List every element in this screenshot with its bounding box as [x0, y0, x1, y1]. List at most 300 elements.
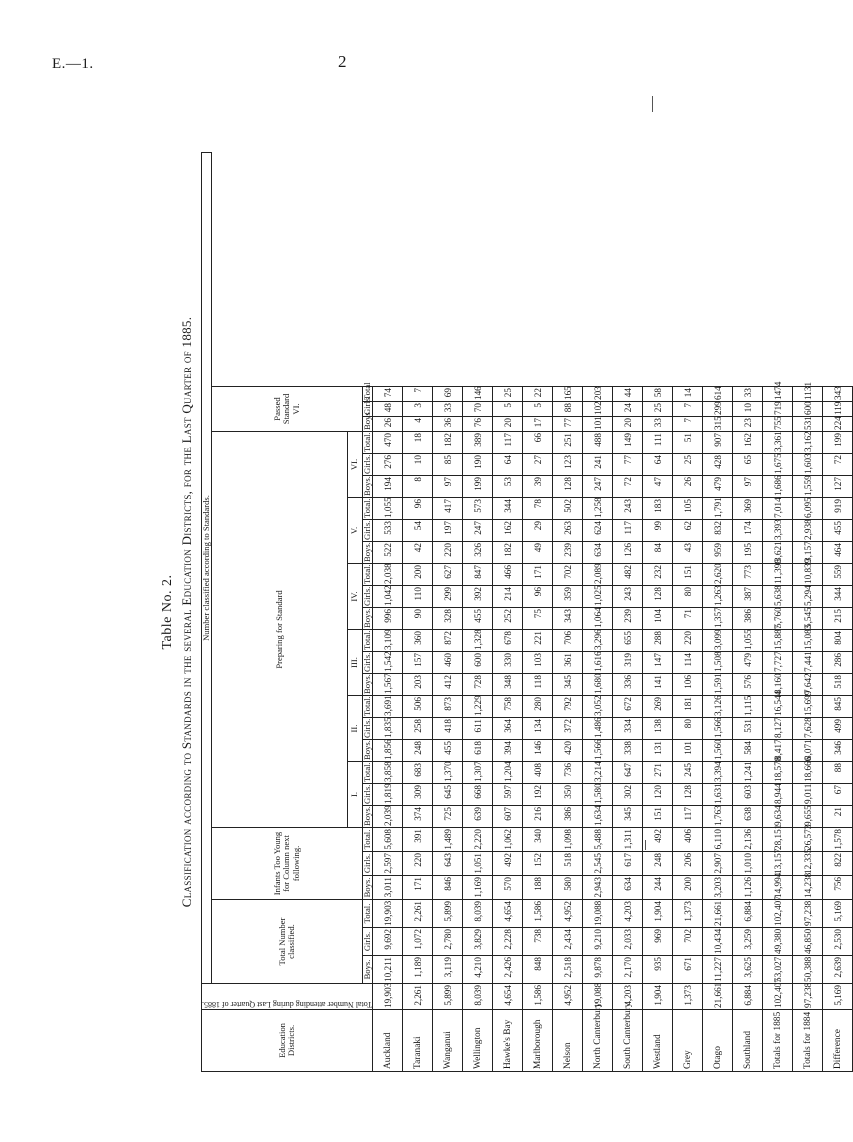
tc-cell: 9,210 — [583, 928, 613, 956]
s3-cell: 1,567 — [373, 674, 403, 696]
inf-cell: 5,608 — [373, 828, 403, 852]
s1-cell: 302 — [613, 784, 643, 806]
classification-table — [201, 152, 853, 1072]
girls-subheader: Girls. — [361, 454, 372, 474]
s2-cell: 792 — [553, 696, 583, 718]
attending-cell: 5,169 — [823, 984, 853, 1010]
s1-cell: 345 — [613, 806, 643, 828]
s4-cell: 215 — [823, 608, 853, 630]
s2-cell: 455 — [433, 740, 463, 762]
s2-cell: 7,628 — [793, 718, 823, 740]
attending-cell: 4,952 — [553, 984, 583, 1010]
total-subheader: Total. — [362, 900, 372, 928]
s2-cell: 845 — [823, 696, 853, 718]
std-header: II. — [347, 696, 362, 762]
tc-cell: 8,039 — [463, 900, 493, 928]
s6-cell: 149 — [613, 432, 643, 454]
s2-cell: 1,560 — [703, 740, 733, 762]
s4-cell: 5,545 — [793, 608, 823, 630]
attending-cell: 6,884 — [733, 984, 763, 1010]
s1-cell: 668 — [463, 784, 493, 806]
p-cell: 77 — [553, 417, 583, 432]
s4-cell: 80 — [673, 586, 703, 608]
s3-cell: 103 — [523, 652, 553, 674]
s6-cell: 64 — [493, 454, 523, 476]
tc-cell: 2,426 — [493, 956, 523, 984]
s4-cell: 239 — [613, 608, 643, 630]
s1-cell: 725 — [433, 806, 463, 828]
classified-group-header: Number classified according to Standards. — [202, 153, 212, 984]
tc-cell: 50,388 — [793, 956, 823, 984]
s4-cell: 299 — [433, 586, 463, 608]
s4-cell: 996 — [373, 608, 403, 630]
s6-cell: 194 — [373, 476, 403, 498]
table-row — [583, 153, 613, 1072]
district-cell: Taranaki — [403, 1010, 433, 1072]
table-row — [673, 153, 703, 1072]
p-cell: 5 — [523, 402, 553, 417]
s3-cell: 157 — [403, 652, 433, 674]
girls-subheader: Girls. — [361, 784, 372, 804]
s5-cell: 263 — [553, 520, 583, 542]
tc-cell: 19,903 — [373, 900, 403, 928]
girls-subheader: Girls. — [362, 852, 372, 876]
table-row — [523, 153, 553, 1072]
s6-cell: 389 — [463, 432, 493, 454]
boys-subheader: Boys. — [361, 806, 372, 826]
total-subheader: Total. — [361, 432, 372, 452]
district-cell: North Canterbury — [583, 1010, 613, 1072]
tc-cell: 5,169 — [823, 900, 853, 928]
tc-cell: 1,904 — [643, 900, 673, 928]
s3-cell: 361 — [553, 652, 583, 674]
s1-cell: 408 — [523, 762, 553, 784]
s3-cell: 203 — [403, 674, 433, 696]
inf-cell: 634 — [613, 876, 643, 900]
p-cell: 20 — [493, 417, 523, 432]
s6-cell: 128 — [553, 476, 583, 498]
tc-cell: 4,203 — [613, 900, 643, 928]
s6-cell: 53 — [493, 476, 523, 498]
attending-cell: 1,373 — [673, 984, 703, 1010]
attending-header: Total Number attending during Last Quarter of 1885. — [202, 984, 373, 1010]
boys-subheader: Boys. — [362, 956, 372, 984]
s1-cell: 117 — [673, 806, 703, 828]
inf-cell: 206 — [673, 852, 703, 876]
s4-cell: 243 — [613, 586, 643, 608]
s5-cell: 182 — [493, 542, 523, 564]
inf-cell: 200 — [673, 876, 703, 900]
s3-cell: 1,616 — [583, 652, 613, 674]
tc-cell: 11,227 — [703, 956, 733, 984]
table-row — [433, 153, 463, 1072]
s4-cell: 1,263 — [703, 586, 733, 608]
s5-cell: 464 — [823, 542, 853, 564]
s1-cell: 120 — [643, 784, 673, 806]
s6-cell: 72 — [823, 454, 853, 476]
district-cell: Nelson — [553, 1010, 583, 1072]
s3-cell: 220 — [673, 630, 703, 652]
boys-subheader: Boys. — [361, 476, 372, 496]
s4-cell: 5,294 — [793, 586, 823, 608]
inf-cell: 6,110 — [703, 828, 733, 852]
s3-cell: 360 — [403, 630, 433, 652]
total-subheader: Total. — [361, 564, 372, 584]
s6-cell: 182 — [433, 432, 463, 454]
p-cell: 23 — [733, 417, 763, 432]
s3-cell: 288 — [643, 630, 673, 652]
p-cell: 315 — [703, 417, 733, 432]
s5-cell: 239 — [553, 542, 583, 564]
s6-cell: 127 — [823, 476, 853, 498]
s4-cell: 214 — [493, 586, 523, 608]
passed-header: Passed Standard VI. — [212, 387, 362, 432]
tc-cell: 21,661 — [703, 900, 733, 928]
s6-cell: 199 — [463, 476, 493, 498]
s1-cell: 9,011 — [793, 784, 823, 806]
s2-cell: 146 — [523, 740, 553, 762]
inf-cell: 1,051 — [463, 852, 493, 876]
s4-cell: 252 — [493, 608, 523, 630]
s1-cell: 1,370 — [433, 762, 463, 784]
s3-cell: 1,328 — [463, 630, 493, 652]
s5-cell: 162 — [493, 520, 523, 542]
s4-cell: 343 — [553, 608, 583, 630]
total-subheader: Total. — [361, 762, 372, 782]
p-cell: 58 — [643, 387, 673, 402]
inf-cell: 580 — [553, 876, 583, 900]
p-cell: 165 — [553, 387, 583, 402]
district-cell: Hawke's Bay — [493, 1010, 523, 1072]
s2-cell: 181 — [673, 696, 703, 718]
s3-cell: 330 — [493, 652, 523, 674]
p-cell: 69 — [433, 387, 463, 402]
p-cell: 101 — [583, 417, 613, 432]
inf-cell: 1,169 — [463, 876, 493, 900]
s4-cell: 702 — [553, 564, 583, 586]
tc-cell: 4,654 — [493, 900, 523, 928]
s5-cell: 1,791 — [703, 498, 733, 520]
s6-cell: 199 — [823, 432, 853, 454]
s2-cell: 248 — [403, 740, 433, 762]
s6-cell: 276 — [373, 454, 403, 476]
s1-cell: 3,394 — [703, 762, 733, 784]
table-row — [373, 153, 403, 1072]
s5-cell: 624 — [583, 520, 613, 542]
total-classified-header: Total Number classified. — [212, 900, 362, 984]
tc-cell: 1,373 — [673, 900, 703, 928]
tc-cell: 1,586 — [523, 900, 553, 928]
s6-cell: 10 — [403, 454, 433, 476]
s5-cell: 78 — [523, 498, 553, 520]
s5-cell: 417 — [433, 498, 463, 520]
std-header: IV. — [347, 564, 362, 630]
p-cell: 33 — [433, 402, 463, 417]
s2-cell: 394 — [493, 740, 523, 762]
s6-cell: 85 — [433, 454, 463, 476]
s3-cell: 348 — [493, 674, 523, 696]
p-cell: 88 — [553, 402, 583, 417]
s3-cell: 728 — [463, 674, 493, 696]
attending-cell: 4,203 — [613, 984, 643, 1010]
s2-cell: 15,699 — [793, 696, 823, 718]
s6-cell: 72 — [613, 476, 643, 498]
tc-cell: 2,518 — [553, 956, 583, 984]
s5-cell: 174 — [733, 520, 763, 542]
tc-cell: 53,027 — [763, 956, 793, 984]
s3-cell: 15,083 — [793, 630, 823, 652]
s3-cell: 1,542 — [373, 652, 403, 674]
s5-cell: 3,621 — [763, 542, 793, 564]
s1-cell: 245 — [673, 762, 703, 784]
district-cell: Westland — [643, 1010, 673, 1072]
tc-cell: 2,434 — [553, 928, 583, 956]
s2-cell: 1,566 — [703, 718, 733, 740]
s1-cell: 607 — [493, 806, 523, 828]
s5-cell: 220 — [433, 542, 463, 564]
s2-cell: 506 — [403, 696, 433, 718]
district-cell: South Canterbury — [613, 1010, 643, 1072]
total-subheader: Total. — [361, 630, 372, 650]
s4-cell: 482 — [613, 564, 643, 586]
inf-cell: 13,157 — [763, 852, 793, 876]
inf-cell: 846 — [433, 876, 463, 900]
s1-cell: 386 — [553, 806, 583, 828]
table-row — [493, 153, 523, 1072]
std-header: III. — [347, 630, 362, 696]
tc-cell: 6,884 — [733, 900, 763, 928]
s3-cell: 3,099 — [703, 630, 733, 652]
boys-subheader: Boys. — [361, 674, 372, 694]
totals-row — [793, 153, 823, 1072]
s6-cell: 111 — [643, 432, 673, 454]
s5-cell: 243 — [613, 498, 643, 520]
s4-cell: 5,638 — [763, 586, 793, 608]
s5-cell: 634 — [583, 542, 613, 564]
s4-cell: 1,025 — [583, 586, 613, 608]
s1-cell: 1,204 — [493, 762, 523, 784]
attending-cell: 19,088 — [583, 984, 613, 1010]
s6-cell: 251 — [553, 432, 583, 454]
inf-cell: 617 — [613, 852, 643, 876]
s3-cell: 678 — [493, 630, 523, 652]
s5-cell: 369 — [733, 498, 763, 520]
s4-cell: 171 — [523, 564, 553, 586]
p-cell: 102 — [583, 402, 613, 417]
s1-cell: 638 — [733, 806, 763, 828]
s6-cell: 1,559 — [793, 476, 823, 498]
s5-cell: 344 — [493, 498, 523, 520]
s6-cell: 470 — [373, 432, 403, 454]
s1-cell: 1,631 — [703, 784, 733, 806]
inf-cell: 5,488 — [583, 828, 613, 852]
s3-cell: 576 — [733, 674, 763, 696]
s4-cell: 344 — [823, 586, 853, 608]
p-cell: 224 — [823, 417, 853, 432]
s4-cell: 1,064 — [583, 608, 613, 630]
s1-cell: 3,214 — [583, 762, 613, 784]
s5-cell: 99 — [643, 520, 673, 542]
inf-cell: 28,151 — [763, 828, 793, 852]
s4-cell: 104 — [643, 608, 673, 630]
s6-cell: 77 — [613, 454, 643, 476]
inf-cell: 492 — [643, 828, 673, 852]
tc-cell: 738 — [523, 928, 553, 956]
inf-cell: 14,238 — [793, 876, 823, 900]
s6-cell: 3,361 — [763, 432, 793, 454]
p-cell: 7 — [673, 417, 703, 432]
district-cell: Wellington — [463, 1010, 493, 1072]
tc-cell: 4,952 — [553, 900, 583, 928]
girls-subheader: Girls. — [361, 586, 372, 606]
s2-cell: 8,127 — [763, 718, 793, 740]
inf-cell: 248 — [643, 852, 673, 876]
s2-cell: 131 — [643, 740, 673, 762]
s1-cell: 683 — [403, 762, 433, 784]
p-cell: 10 — [733, 402, 763, 417]
s4-cell: 1,357 — [703, 608, 733, 630]
tc-cell: 2,261 — [403, 900, 433, 928]
p-cell: 33 — [733, 387, 763, 402]
p-cell: 26 — [373, 417, 403, 432]
s4-cell: 128 — [643, 586, 673, 608]
s2-cell: 1,566 — [583, 740, 613, 762]
s5-cell: 7,014 — [763, 498, 793, 520]
s2-cell: 531 — [733, 718, 763, 740]
inf-cell: 2,597 — [373, 852, 403, 876]
inf-cell: 14,994 — [763, 876, 793, 900]
s4-cell: 386 — [733, 608, 763, 630]
s2-cell: 3,126 — [703, 696, 733, 718]
inf-cell: 2,943 — [583, 876, 613, 900]
total-subheader: Total. — [361, 696, 372, 716]
tc-cell: 2,228 — [493, 928, 523, 956]
tc-cell: 3,259 — [733, 928, 763, 956]
table-row — [703, 153, 733, 1072]
tc-cell: 9,692 — [373, 928, 403, 956]
s6-cell: 65 — [733, 454, 763, 476]
s4-cell: 2,038 — [373, 564, 403, 586]
s1-cell: 350 — [553, 784, 583, 806]
tc-cell: 848 — [523, 956, 553, 984]
s2-cell: 499 — [823, 718, 853, 740]
s4-cell: 11,398 — [763, 564, 793, 586]
inf-cell: 220 — [403, 852, 433, 876]
inf-cell: 1,098 — [553, 828, 583, 852]
s4-cell: 387 — [733, 586, 763, 608]
s6-cell: 39 — [523, 476, 553, 498]
s6-cell: 27 — [523, 454, 553, 476]
s2-cell: 584 — [733, 740, 763, 762]
boys-subheader: Boys — [361, 412, 372, 430]
s5-cell: 84 — [643, 542, 673, 564]
s2-cell: 418 — [433, 718, 463, 740]
s4-cell: 627 — [433, 564, 463, 586]
s4-cell: 151 — [673, 564, 703, 586]
s5-cell: 502 — [553, 498, 583, 520]
tc-cell: 3,625 — [733, 956, 763, 984]
total-subheader: Total. — [361, 498, 372, 518]
s5-cell: 533 — [373, 520, 403, 542]
s6-cell: 64 — [643, 454, 673, 476]
s3-cell: 1,680 — [583, 674, 613, 696]
tc-cell: 935 — [643, 956, 673, 984]
s4-cell: 232 — [643, 564, 673, 586]
attending-cell: 8,039 — [463, 984, 493, 1010]
s5-cell: 117 — [613, 520, 643, 542]
s6-cell: 907 — [703, 432, 733, 454]
s6-cell: 18 — [403, 432, 433, 454]
tc-cell: 2,780 — [433, 928, 463, 956]
s3-cell: 1,055 — [733, 630, 763, 652]
s5-cell: 959 — [703, 542, 733, 564]
s4-cell: 90 — [403, 608, 433, 630]
s2-cell: 873 — [433, 696, 463, 718]
district-cell: Marlborough — [523, 1010, 553, 1072]
tc-cell: 5,899 — [433, 900, 463, 928]
s4-cell: 2,089 — [583, 564, 613, 586]
s4-cell: 328 — [433, 608, 463, 630]
attending-cell: 5,899 — [433, 984, 463, 1010]
table-row — [463, 153, 493, 1072]
s5-cell: 195 — [733, 542, 763, 564]
s6-cell: 190 — [463, 454, 493, 476]
s1-cell: 1,307 — [463, 762, 493, 784]
s6-cell: 1,686 — [763, 476, 793, 498]
attending-cell: 102,407 — [763, 984, 793, 1010]
s1-cell: 1,763 — [703, 806, 733, 828]
s3-cell: 412 — [433, 674, 463, 696]
tc-cell: 702 — [673, 928, 703, 956]
p-cell: 600 — [793, 402, 823, 417]
boys-subheader: Boys. — [361, 740, 372, 760]
total-subheader: Total — [361, 382, 372, 400]
s4-cell: 200 — [403, 564, 433, 586]
s3-cell: 479 — [733, 652, 763, 674]
s1-cell: 8,944 — [763, 784, 793, 806]
district-cell: Difference — [823, 1010, 853, 1072]
p-cell: 70 — [463, 402, 493, 417]
s4-cell: 847 — [463, 564, 493, 586]
tc-cell: 10,211 — [373, 956, 403, 984]
inf-cell: 1,010 — [733, 852, 763, 876]
p-cell: 20 — [613, 417, 643, 432]
s1-cell: 128 — [673, 784, 703, 806]
p-cell: 719 — [763, 402, 793, 417]
p-cell: 4 — [403, 417, 433, 432]
inf-cell: 1,126 — [733, 876, 763, 900]
district-cell: Totals for 1885 — [763, 1010, 793, 1072]
s1-cell: 18,578 — [763, 762, 793, 784]
s1-cell: 151 — [643, 806, 673, 828]
s6-cell: 51 — [673, 432, 703, 454]
s5-cell: 1,258 — [583, 498, 613, 520]
total-subheader: Total. — [362, 828, 372, 852]
s2-cell: 420 — [553, 740, 583, 762]
inf-cell: 244 — [643, 876, 673, 900]
s3-cell: 460 — [433, 652, 463, 674]
s1-cell: 9,634 — [763, 806, 793, 828]
s5-cell: 919 — [823, 498, 853, 520]
inf-cell: 570 — [493, 876, 523, 900]
inf-cell: 1,311 — [613, 828, 643, 852]
districts-header: Education Districts. — [202, 1010, 373, 1072]
inf-cell: 2,136 — [733, 828, 763, 852]
boys-subheader: Boys. — [362, 876, 372, 900]
s4-cell: 96 — [523, 586, 553, 608]
s2-cell: 138 — [643, 718, 673, 740]
p-cell: 299 — [703, 402, 733, 417]
